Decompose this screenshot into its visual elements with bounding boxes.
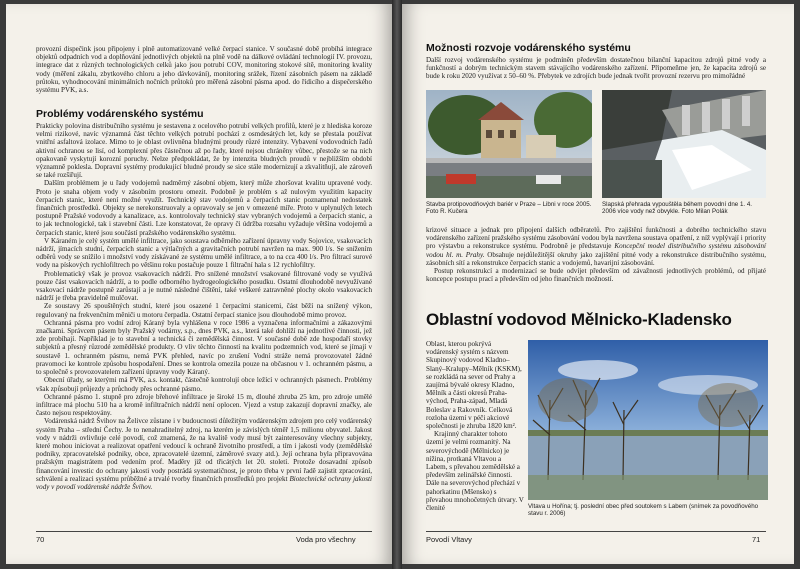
page-number-left: 70	[36, 535, 45, 544]
paragraph: Prakticky polovina distribučního systému je sestavena z ocelového potrubí velkých profilů, které je z hlediska koroze velmi rizikové, navíc významná část těchto velkých potrubí pochází z osmdesátých let, kdy se přestala používat vnitřní asfaltová izolace. Mimo to je oblast ovlivněna bludnými proudy růzré intenzity. Vybavení vodovodních řadů aktivní ochranou se lisí, od komplexní přes částečnou až po řady, které nejsou chráněny vůbec, přestože se na nich opakovaně vyskytují korozní poruchy. Nelze předpokládat, že by intenzita bludných proudů v nejbližším období významně poklesla. Dopravní systémy produkující bludné proudy se sice stále modernizují a zkvalitňují, ale zároveň se také rozšiřují.	[36, 122, 372, 180]
caption-flood-barriers: Stavba protipovodňových bariér v Praze – Libni v roce 2005. Foto R. Kučera	[426, 201, 592, 216]
paragraph: Oblast, kterou pokrývá vodárenský systém s názvem Skupinový vodovod Kladno–Slaný–Kralupy–Mělník (KSKM), se rozkládá na sever od Prahy a zaujímá bývalé okresy Kladno, Mělník a části okresů Praha-východ, Praha-západ, Mladá Boleslav a Rakovník. Celková rozloha území v péči akciové společnosti je zhruba 1820 km².	[426, 340, 522, 431]
paragraph	[426, 226, 766, 267]
paragraph: Ze soustavy 26 spouštěných studní, které jsou osazené 1 čerpacími stanicemi, část běží na snížený výkon, regulovaný na frekvenčním měniči u motoru čerpadla. Ostatní čerpací stanice jsou dlouhodobě mimo provoz.	[36, 302, 372, 319]
paragraph: Obecní úřady, se kterými má PVK, a.s. kontakt, částečně kontrolují obce ležící v ochranných pásmech. Problémy však způsobují průjezdy a průchody přes ochranné pásmo.	[36, 376, 372, 393]
paragraph: Krajinný charakter tohoto území je velmi rozmanitý. Na severovýchodě (Mělnicko) je nížina, protkaná Vltavou a Labem, s převahou zemědělské a především zelinářské činnosti. Dále na severovýchod přechází v pahorkatinu (Mšensko) s převahou mnohočetných útvary. V členité	[426, 430, 524, 513]
right-page	[402, 4, 794, 564]
photo-vltava-horin	[528, 340, 768, 500]
left-intro	[36, 45, 372, 94]
paragraph: Postup rekonstrukcí a modernizací se bude odvíjet především od závažnosti jednotlivých problémů, od přijaté koncepce postupu prací a především od jeho finančních možností.	[426, 267, 766, 284]
photo-vltava-horin-image	[528, 340, 768, 500]
italic-model-name: Koncepční model distribučního systému zásobování vodou hl. m. Prahy.	[426, 242, 767, 259]
photo-flood-barriers-image	[426, 90, 592, 198]
intro-paragraph: provozní dispečink jsou připojeny i plně automatizované velké čerpací stanice. V současné době probíhá integrace objektů odpadních vod a doplňování jednotlivých objektů na plně vodě na dálkové ovládání technologií IV. provozu, integrace dat z různých technologických celků jako jsou potrubí COV, monitoring stokové sítě, monitoring kvality vody (měření zákalu, zbytkového chloru a jeho dávkování), monitoring srážek, řízení zásobních pásem na základě průtoku, vyhodnocování minimálních nočních průtoků pro měřená zásobní pásma apod. do řídicího a dispečerského systému PVK, a.s.	[36, 45, 372, 95]
melnicko-heading: Oblastní vodovod Mělnicko-Kladensko	[426, 310, 732, 329]
italic-project-name: Biotechnické ochrany jakosti vody v povodí vodárenské nádrže Švihov.	[36, 474, 372, 491]
left-body	[36, 122, 372, 491]
footer-rule	[36, 531, 372, 532]
paragraph-text: krizové situace a jednak pro připojení dalších odběratelů. Pro zajištění funkčnosti a dobrého technického stavu vodárenského zařízení pražského systému zásobování vodou byla navržena soustava opatření, z níž vyplývají i priority pro výstavbu a rekonstrukce systému. Podrobně je představuje	[426, 226, 766, 251]
book-gutter	[392, 0, 402, 569]
photo-slapy-dam	[602, 90, 766, 198]
paragraph: Ochranná pásma pro vodní zdroj Káraný byla vyhlášena v roce 1986 a vyznačena informačními a zákazovými značkami. Správcem pásem byly Pražský vodárny, s.p., dnes PVK, a.s., která také dohlíží na jednotlivé činnosti, jež zde probíhají. Například je to stavební a technická či zemědělská činnost. V současné době zde hospodaří stovky subjektů a přesný růzrodé zemědělské produkty. O vliv těchto činností na kvalitu podzemních vod, které se jímají v soustavě 1. ochranném pásmu, nemá PVK přehled, navíc po zrušení Vodní stráže nemá provozovatel žádné pravomoci ke kontrole způsobu hospodaření. Dnes se kontrola omezila pouze na občasnou v 1. ochranném pásmu, a to společně s provozovatelem zařízení úpravny vody Káraný.	[36, 318, 372, 377]
caption-vltava-horin: Vltava u Hořína; tj. poslední obec před soutokem s Labem (snímek za povodňového stavu r. 2006)	[528, 503, 759, 518]
photo-slapy-dam-image	[602, 90, 766, 198]
photo-flood-barriers	[426, 90, 592, 198]
development-intro	[426, 56, 766, 81]
running-title-left: Voda pro všechny	[296, 535, 356, 544]
left-page	[6, 4, 392, 564]
paragraph: Problematický však je provoz vsakovacích nádrží. Pro snížené množství vsakované filtrované vody se využívá pouze část vsakovacích nádrží, a to podle odborného hydrogeologického posudku. Ostatní dlouhodobě nevyužívané vsakovací nádrže postupně zarůstají a je nutné následné čištění, také veškeré zatravněné plochy okolo vsakovacích nádrží je třeba pravidelně mulčovat.	[36, 269, 372, 303]
problems-heading: Problémy vodárenského systému	[36, 108, 204, 120]
development-body	[426, 226, 766, 283]
paragraph-text: Vodárenská nádrž Švihov na Želivce zůstane i v budoucnosti důležitým vodárenským zdrojem pro celý vodárenský systém Praha – střední Čechy. Je to nenahraditelný zdroj, na kterém je závislých téměř 1,5 milionu obyvatel. Jakost vody v nádrži ovlivňuje celé povodí, což znamená, že na kvalitě vody musí být zainteresovány všechny subjekty, které mohou iniciovat a realizovat opatření vedoucí k ochraně životního prostředí, a tím i jakosti vody (zemědělské podniky, zpracovatelské podniky, obce, zpracovatelé územní, záměrové svazy atd.). Její ochrana byla připravována pražským magistrátem pod vedením prof. Maděry již od třicátých let 20. století. Protože dosavadní způsob financování investic do ochrany jakosti vody postrádá systematičnost, je proto třeba v první řadě zajistit zpracování, schválení a realizaci systému průběžné a trvalé tvorby finančních prostředků pro projekt	[36, 417, 372, 483]
paragraph	[36, 417, 372, 491]
development-heading: Možnosti rozvoje vodárenského systému	[426, 42, 631, 54]
paragraph-text: Obsahuje nejdůležitější okruhy jako zajištění pitné vody a rekonstrukce distribučního systému, zásobních sítí a rekonstrukce čerpacích stanic a vodojemů, havarijní zásobování.	[426, 250, 767, 267]
caption-slapy-dam: Slapská přehrada vypouštěla během povodní dne 1. 4. 2006 více vody než obvykle. Foto Milan Polák	[602, 201, 752, 216]
paragraph: Další rozvoj vodárenského systému je podmíněn především dostatečnou bilanční kapacitou zdrojů pitné vody a funkčností a dobrým technickým stavem stávajícího vodárenského zařízení. Připomeňme jen, že kapacita zdrojů se bude k roku 2020 využívat z 50–60 %. Přebytek ve zdrojích bude jednak tvořit provozní rezervu pro mimořádné	[426, 56, 766, 81]
paragraph: Dalším problémem je u řady vodojemů nadměrný zásobní objem, který může zhoršovat kvalitu upravené vody. Proto je snaha objem vody v zásobním prostoru omezit. Podobně je problém s až nulovým využitím kapacity čerpacích stanic, které není možné využít. Technický stav vodojemů a čerpacích stanic poznamenal nedostatek finančních prostředků. Objekty se nerekonstruovaly a opravovaly se jen v omezené míře. Proto v uplynulých letech postupně Pražské vodovody a kanalizace, a.s. kontrolovaly technický stav vybraných vodojemů a čerpacích stanic, a to jak technologické, tak i stavební části. Lze konstatovat, že opravy či údržba rozsahu vyžaduje většina vodojemů a čerpacích stanic, které jsou součástí pražského vodárenského systému.	[36, 179, 372, 237]
footer-rule	[426, 531, 766, 532]
melnicko-body	[426, 340, 524, 512]
paragraph: V Káraném je celý systém umělé infiltrace, jako soustava odběrného zařízení úpravny vody Sojovice, vsakovacích nádrží, jímacích studní, čerpacích stanic a výtlačných a gravitačních potrubí navržen na max. 900 l/s. Se snížením odběrů vody se snížilo i množství vody získávané ze systému umělé infiltrace, a to na cca 400 l/s. Pro filtrací surové vody na pískových rychlofiltrech po většinu roku postačuje pouze 1 filtrační hala s 12 rychlofiltry.	[36, 236, 372, 270]
paragraph: Ochranné pásmo 1. stupně pro zdroje břehové infiltrace je široké 15 m, dlouhé zhruba 25 km, pro zdroje umělé infiltrace má plochu 510 ha a kromě infiltračních nádrží není oplocen. Vjezd a vstup zakazují dopravní značky, ale často nejsou respektovány.	[36, 392, 372, 418]
page-number-right: 71	[752, 535, 761, 544]
running-title-right: Povodí Vltavy	[426, 535, 472, 544]
